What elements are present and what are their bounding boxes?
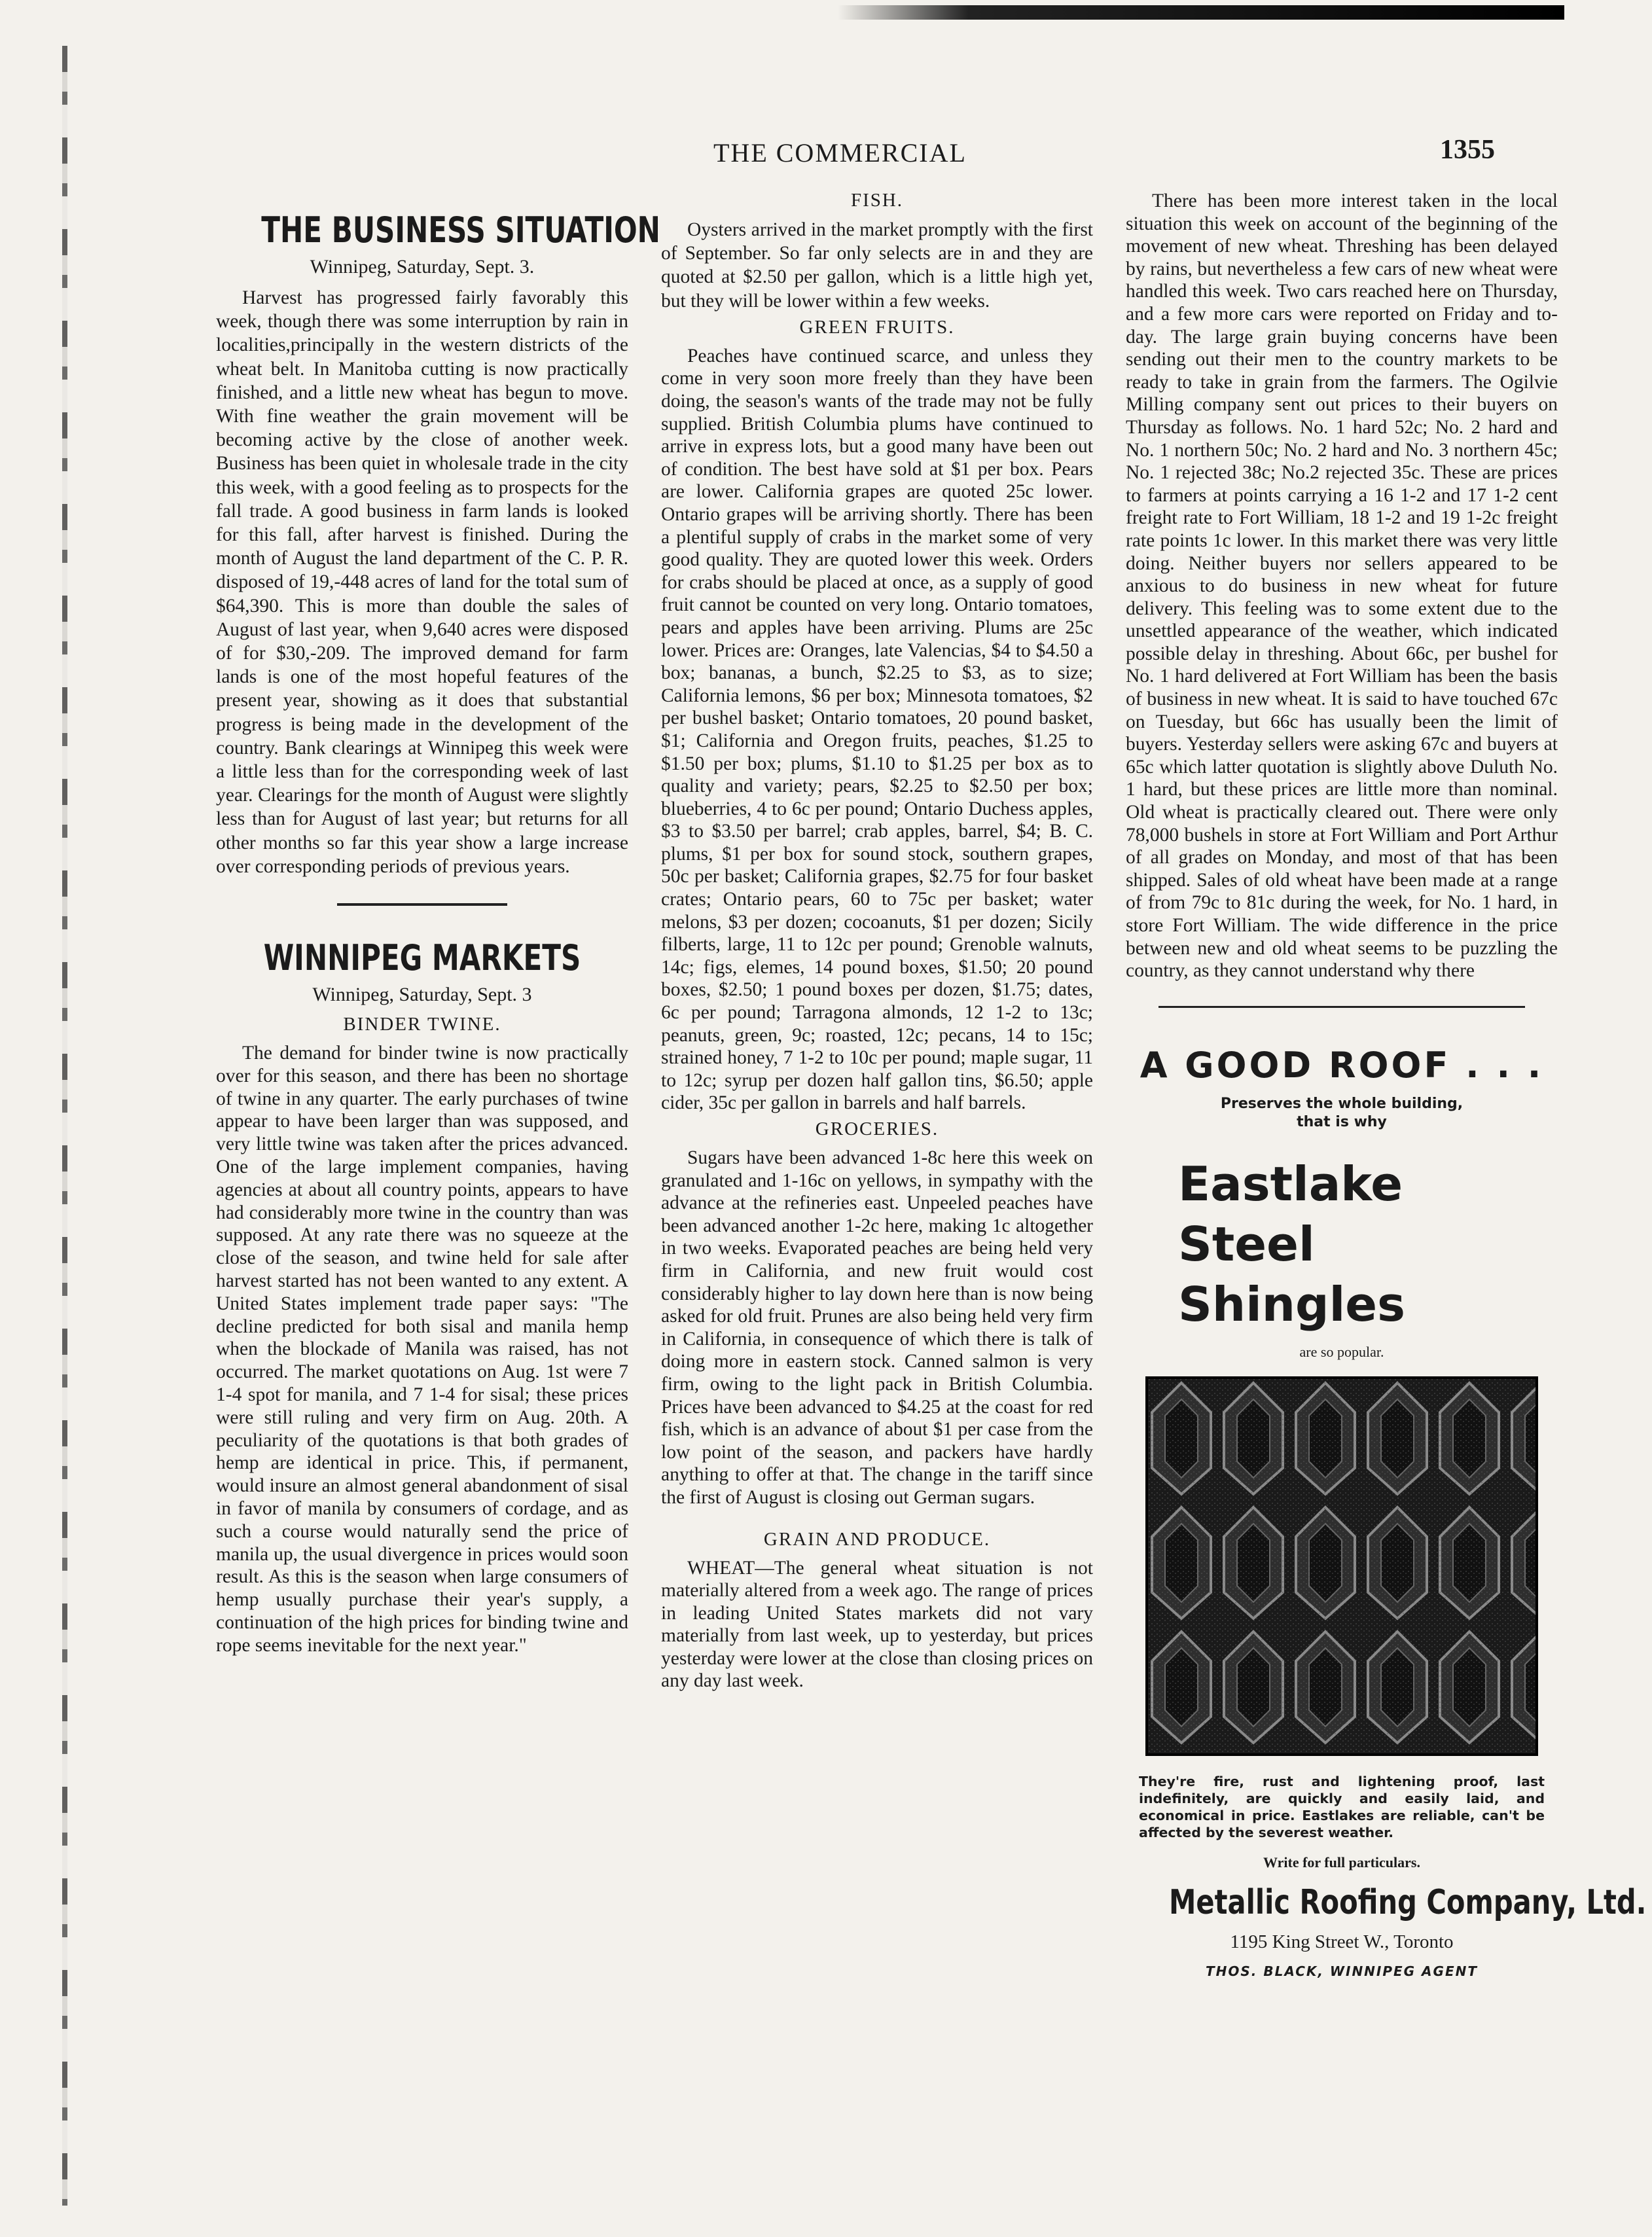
grain-continued-text: There has been more interest taken in the local situation this week on account of the beginning of the movement of new wheat. Threshing has been delayed by rains, but nevertheless a few cars of new wheat were handled this week. Two cars reached here on Thursday, and a few more cars were reported on Friday and to-day. The large grain buying concerns have been sending out their men to the country markets to be ready to take in grain from the farmers. The Ogilvie Milling company sent out prices to their buyers on Thursday as follows. No. 1 hard 52c; No. 2 hard and No. 1 northern 50c; No. 2 hard and No. 3 northern 45c; No. 1 rejected 38c; No.2 rejected 35c. These are prices to farmers at points carrying a 16 1-2 and 17 1-2 cent freight rate to Fort William, 18 1-2 and 19 1-2c freight rate points 1c lower. In this market there was very little doing. Neither buyers nor sellers appeared to be anxious to do business in new wheat for future delivery. This feeling was to some extent due to the unsettled appearance of the weather, which indicated possible delay in threshing. About 66c, per bushel for No. 1 hard delivered at Fort William has been the basis of business in new wheat. It is said to have touched 67c on Tuesday, but 66c has usually been the limit of buyers. Yesterday sellers were asking 67c and buyers at 65c which latter quotation is slightly above Duluth No. 1 hard, but these prices are little more than nominal. Old wheat is practically cleared out. There were only 78,000 bushels in store at Fort William and Port Arthur of all grades on Monday, and most of that has been shipped. Sales of old wheat have been made at a range of from 79c to 81c during the week, for No. 1 hard, in store Fort William. The wide difference in the price between new and old wheat seems to be puzzling the country, as they cannot understand why there [1126, 190, 1558, 982]
grain-text: WHEAT—The general wheat situation is not materially altered from a week ago. The range of prices in leading United States markets did not vary materially from last week, up to yesterday, but prices yesterday were lower at the close than closing prices on any day last week. [661, 1557, 1093, 1692]
ad-brand-line-2: Steel Shingles [1178, 1216, 1405, 1332]
steel-shingles-illustration [1145, 1376, 1538, 1756]
business-headline: THE BUSINESS SITUATION [261, 209, 660, 251]
ad-brand-line-1: Eastlake [1178, 1156, 1403, 1211]
ad-write: Write for full particulars. [1263, 1853, 1420, 1870]
binder-twine-heading: BINDER TWINE. [343, 1014, 501, 1035]
business-dateline: Winnipeg, Saturday, Sept. 3. [310, 256, 535, 277]
ad-address: 1195 King Street W., Toronto [1230, 1931, 1454, 1952]
page-number: 1355 [1440, 135, 1495, 165]
section-divider [337, 903, 507, 906]
green-fruits-text: Peaches have continued scarce, and unless they come in very soon more freely than they have been doing, the season's wants of the trade may not be fully supplied. British Columbia plums have continued to arrive in express lots, but a good many have been out of condition. The best have sold at $1 per box. Pears are lower. California grapes are quoted 25c lower. Ontario grapes will be arriving shortly. There has been a plentiful supply of crabs in the market some of very good quality. They are quoted lower this week. Orders for crabs should be placed at once, as a supply of good fruit cannot be counted on very long. Ontario tomatoes, pears and apples have been arriving. Plums are 25c lower. Prices are: Oranges, late Valencias, $4 to $4.50 a box; bananas, a bunch, $2.25 to $3, as to size; California lemons, $6 per box; Minnesota tomatoes, $2 per bushel basket; Ontario tomatoes, 20 pound basket, $1; California and Oregon fruits, peaches, $1.25 to $1.50 per box; plums, $1.10 to $1.25 per box as to quality and variety; pears, $2.25 to $2.50 per box; blueberries, 4 to 6c per pound; Ontario Duchess apples, $3 to $3.50 per barrel; crab apples, barrel, $4; B. C. plums, $1 per box for sound stock, southern grapes, 50c per basket; California grapes, $2.75 for four basket crates; Ontario pears, 60 to 75c per basket; water melons, $3 per dozen; cocoanuts, $1 per dozen; Sicily filberts, large, 11 to 12c per pound; Grenoble walnuts, 14c; figs, elemes, 14 pound boxes, $1.50; 20 pound boxes, $2.50; 1 pound boxes per dozen, $1.75; dates, 6c per pound; Tarragona almonds, 12 1-2 to 13c; peanuts, green, 9c; roasted, 12c; pecans, 14 to 15c; strained honey, 7 1-2 to 10c per pound; maple sugar, 11 to 12c; syrup per dozen half gallon tins, $6.50; apple cider, 35c per gallon in barrels and half barrels. [661, 345, 1093, 1114]
ad-body: They're fire, rust and lightening proof, last indefinitely, are quickly and easily laid, and economical in price. Eastlakes are reliable, can't be affected by the severest weather. [1139, 1773, 1545, 1840]
ad-tagline-1: Preserves the whole building, [1220, 1095, 1463, 1112]
binder-twine-text: The demand for binder twine is now practically over for this season, and there has been no shortage of twine in any quarter. The early purchases of twine appear to have been larger than was supposed, and very little twine was taken after the prices advanced. One of the large implement companies, having agencies at about all country points, appears to have had considerably more twine in the country than was supposed. At any rate there was no squeeze at the close of the season, and twine held for sale after harvest started has not been wanted to any extent. A United States implement trade paper says: "The decline predicted for both sisal and manila hemp when the blockade of Manila was raised, has not occurred. The market quotations on Aug. 1st were 7 1-4 spot for manila, and 7 1-4 for sisal; these prices were still ruling and very firm on Aug. 20th. A peculiarity of the quotations is that both grades of hemp are identical in price. This, if permanent, would insure an almost general abandonment of sisal in favor of manila by consumers of cordage, and as such a course would naturally send the price of manila up, the usual divergence in prices would soon result. As this is the season when large consumers of hemp usually purchase their year's supply, a continuation of the high prices for binding twine and rope seems inevitable for the next year." [216, 1043, 628, 1656]
running-head: THE COMMERCIAL [713, 138, 967, 168]
fish-heading: FISH. [850, 190, 904, 211]
markets-headline: WINNIPEG MARKETS [263, 937, 581, 979]
ad-divider [1158, 1006, 1525, 1008]
ad-headline: A GOOD ROOF . . . [1140, 1044, 1544, 1086]
groceries-heading: GROCERIES. [815, 1118, 939, 1139]
ad-agent: THOS. BLACK, WINNIPEG AGENT [1206, 1963, 1478, 1979]
eastlake-advertisement [1126, 1044, 1647, 1979]
scan-artifact-left-edge [62, 46, 67, 2206]
business-paragraph: Harvest has progressed fairly favorably this week, though there was some interruption by rain in localities,principally in the western districts of the wheat belt. In Manitoba cutting is now practically finished, and a little new wheat has begun to move. With fine weather the grain movement will be becoming active by the close of another week. Business has been quiet in wholesale trade in the city this week, with a good feeling as to prospects for the fall trade. A good business in farm lands is looked for this fall, after harvest is finished. During the month of August the land department of the C. P. R. disposed of 19,-448 acres of land for the total sum of $64,390. This is more than double the sales of August of last year, when 9,640 acres were disposed of for $30,-209. The improved demand for farm lands is one of the most hopeful features of the present year, showing as it does that substantial progress is being made in the development of the country. Bank clearings at Winnipeg this week were a little less than for the corresponding week of last year. Clearings for the month of August were slightly less than for August of last year; but returns for all other months so far this year show a large increase over corresponding periods of previous years. [216, 287, 628, 877]
green-fruits-heading: GREEN FRUITS. [799, 316, 955, 338]
grain-heading: GRAIN AND PRODUCE. [763, 1528, 991, 1550]
fish-text: Oysters arrived in the market promptly with the first of September. So far only selects are in and they are quoted at $2.50 per gallon, which is a little high yet, but they will be lower within a few weeks. [661, 219, 1093, 312]
ad-popular: are so popular. [1299, 1343, 1384, 1360]
column-2 [661, 190, 1093, 1692]
column-3 [1126, 190, 1647, 1979]
column-1 [216, 190, 660, 1657]
groceries-text: Sugars have been advanced 1-8c here this week on granulated and 1-16c on yellows, in sympathy with the advance at the refineries east. Unpeeled peaches have been advanced another 1-2c here, making 1c altogether in two weeks. Evaporated peaches are being held very firm in California, and new fruit would cost considerably higher to lay down here than is now being asked for old fruit. Prunes are also being held very firm in California, in consequence of which there is talk of doing more in eastern stock. Canned salmon is very firm, owing to the light pack in British Columbia. Prices have been advanced to $4.25 at the coast for red fish, which is an advance of about $1 per case from the low point of the season, and packers have hardly anything to offer at that. The change in the tariff since the first of August is closing out German sugars. [661, 1147, 1093, 1508]
markets-dateline: Winnipeg, Saturday, Sept. 3 [312, 984, 532, 1006]
ad-tagline-2: that is why [1297, 1113, 1387, 1130]
ad-company: Metallic Roofing Company, Ltd. [1169, 1882, 1647, 1922]
scan-artifact-top [838, 5, 1564, 20]
